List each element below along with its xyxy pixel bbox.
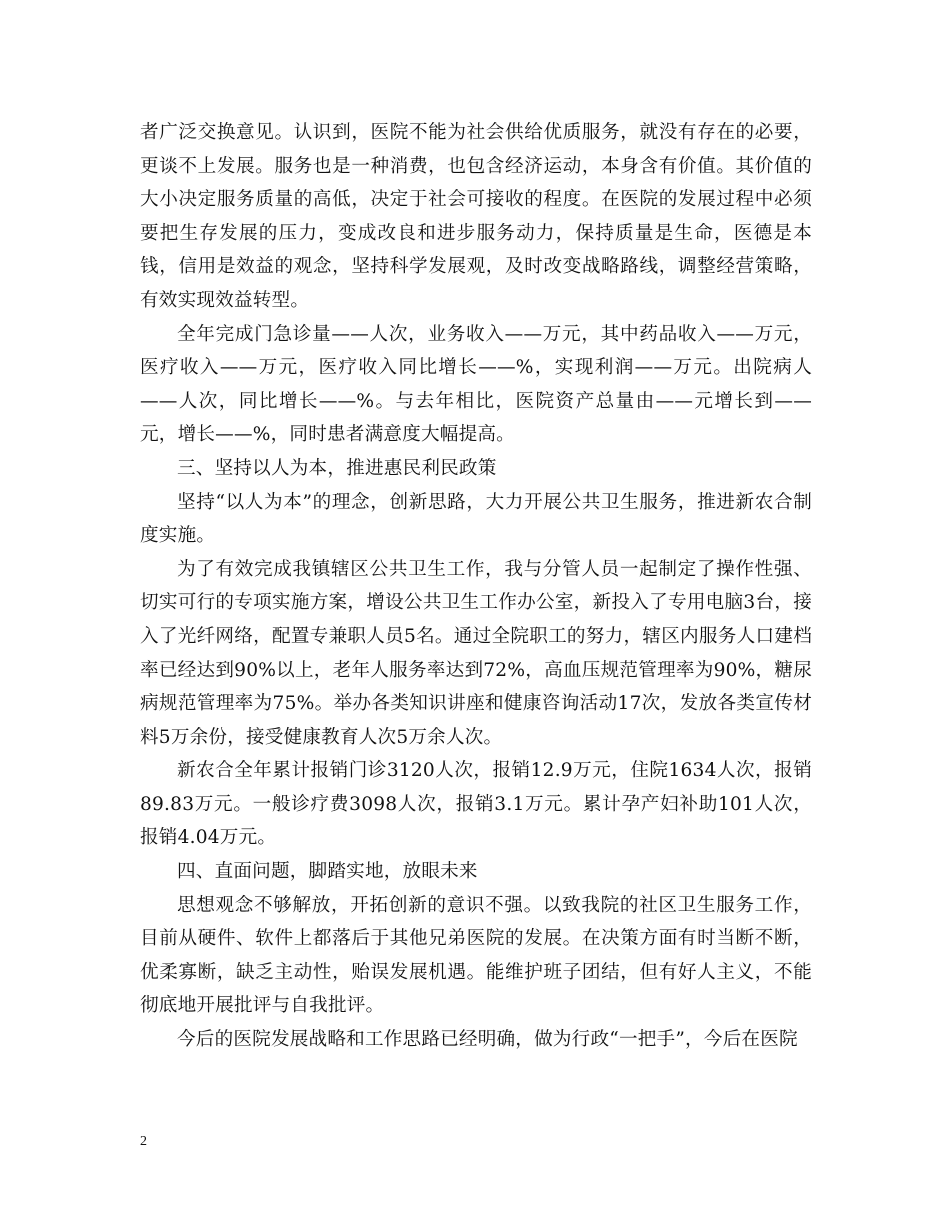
paragraph-2: 全年完成门急诊量——人次，业务收入——万元，其中药品收入——万元，医疗收入——万元，医疗收入同比增长——%，实现利润——万元。出院病人——人次，同比增长——%。与去年相比，医院资产总量由——元增长到——元，增长——%，同时患者满意度大幅提高。 <box>140 323 812 446</box>
paragraph-9: 今后的医院发展战略和工作思路已经明确，做为行政“一把手”，今后在医院 <box>177 1029 798 1051</box>
paragraph-5: 为了有效完成我镇辖区公共卫生工作，我与分管人员一起制定了操作性强、切实可行的专项实施方案，增设公共卫生工作办公室，新投入了专用电脑3台，接入了光纤网络，配置专兼职人员5名。通过全院职工的努力，辖区内服务人口建档率已经达到90%以上，老年人服务率达到72%，高血压规范管理率为90%，糖尿病规范管理率为75%。举办各类知识讲座和健康咨询活动17次，发放各类宣传材料5万余份，接受健康教育人次5万余人次。 <box>140 558 812 748</box>
paragraph-4: 坚持“以人为本”的理念，创新思路，大力开展公共卫生服务，推进新农合制度实施。 <box>140 491 812 547</box>
body-text <box>140 116 812 1057</box>
paragraph-6: 新农合全年累计报销门诊3120人次，报销12.9万元，住院1634人次，报销89.83万元。一般诊疗费3098人次，报销3.1万元。累计孕产妇补助101人次，报销4.04万元。 <box>140 760 812 849</box>
section-heading-3: 三、坚持以人为本，推进惠民利民政策 <box>177 457 497 479</box>
section-heading-4: 四、直面问题，脚踏实地，放眼未来 <box>177 861 478 883</box>
paragraph-8: 思想观念不够解放，开拓创新的意识不强。以致我院的社区卫生服务工作，目前从硬件、软件上都落后于其他兄弟医院的发展。在决策方面有时当断不断，优柔寡断，缺乏主动性，贻误发展机遇。能维护班子团结，但有好人主义，不能彻底地开展批评与自我批评。 <box>140 894 812 1017</box>
paragraph-1: 者广泛交换意见。认识到，医院不能为社会供给优质服务，就没有存在的必要，更谈不上发展。服务也是一种消费，也包含经济运动，本身含有价值。其价值的大小决定服务质量的高低，决定于社会可接收的程度。在医院的发展过程中必须要把生存发展的压力，变成改良和进步服务动力，保持质量是生命，医德是本钱，信用是效益的观念，坚持科学发展观，及时改变战略路线，调整经营策略，有效实现效益转型。 <box>140 122 812 311</box>
page-number: 2 <box>140 1134 147 1149</box>
